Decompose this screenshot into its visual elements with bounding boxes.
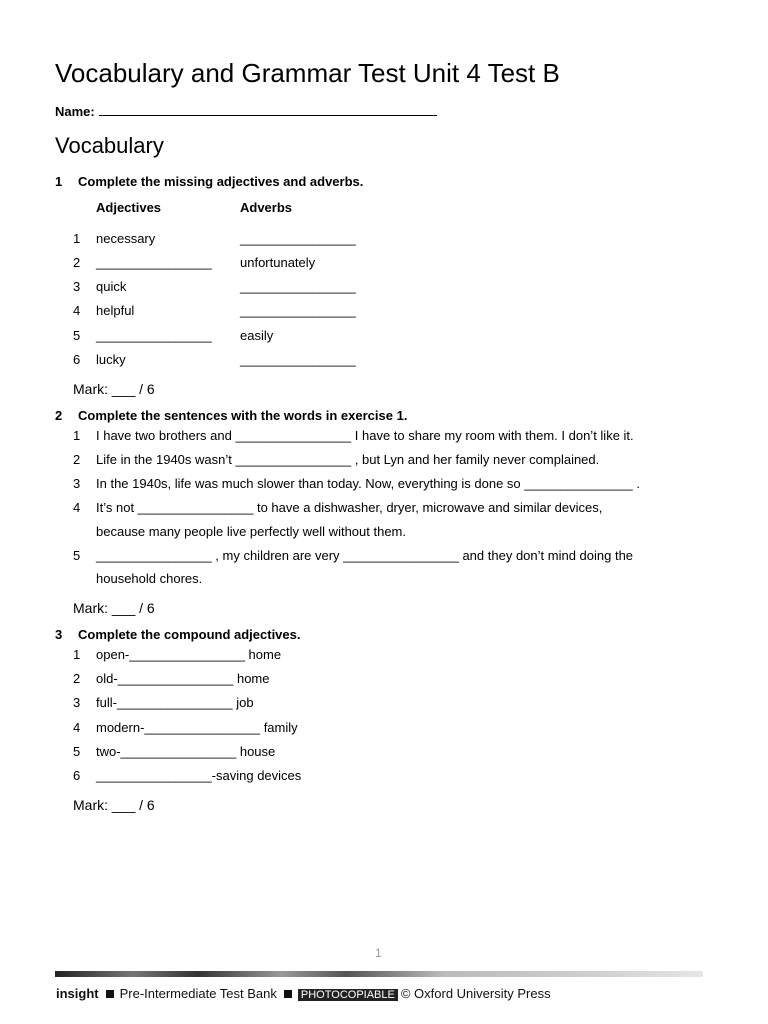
adjective-cell: quick xyxy=(96,279,127,294)
exercise-2-heading xyxy=(55,408,407,423)
sentence-continuation: household chores. xyxy=(96,571,203,586)
item-number: 1 xyxy=(73,231,81,246)
item-number: 3 xyxy=(73,476,81,491)
sentence[interactable]: In the 1940s, life was much slower than today. Now, everything is done so _______________ . xyxy=(96,476,640,491)
compound-item[interactable]: full-________________ job xyxy=(96,695,254,710)
exercise-instruction: Complete the sentences with the words in exercise 1. xyxy=(78,408,408,423)
sentence[interactable]: ________________ , my children are very ________________ and they don’t mind doing the xyxy=(96,548,634,563)
adjective-cell: helpful xyxy=(96,303,135,318)
column-header-adjectives: Adjectives xyxy=(96,200,162,215)
item-number: 5 xyxy=(73,328,81,343)
footer-image-strip xyxy=(55,971,703,977)
sentence-continuation: because many people live perfectly well without them. xyxy=(96,524,406,539)
adjective-cell: lucky xyxy=(96,352,126,367)
adverb-cell[interactable]: ________________ xyxy=(240,352,356,367)
adverb-cell[interactable]: ________________ xyxy=(240,279,356,294)
page-title: Vocabulary and Grammar Test Unit 4 Test B xyxy=(55,58,560,88)
exercise-instruction: Complete the compound adjectives. xyxy=(78,627,301,642)
item-number: 2 xyxy=(73,671,81,686)
footer-bank: Pre-Intermediate Test Bank xyxy=(119,986,277,1001)
column-header-adverbs: Adverbs xyxy=(240,200,293,215)
sentence[interactable]: I have two brothers and ________________ I have to share my room with them. I don’t like it. xyxy=(96,428,634,443)
square-bullet-icon xyxy=(106,990,114,998)
item-number: 4 xyxy=(73,303,81,318)
adverb-cell[interactable]: ________________ xyxy=(240,231,356,246)
exercise-1-mark: Mark: ___ / 6 xyxy=(73,381,155,397)
item-number: 1 xyxy=(73,428,81,443)
compound-item[interactable]: open-________________ home xyxy=(96,647,282,662)
item-number: 4 xyxy=(73,500,81,515)
item-number: 1 xyxy=(73,647,81,662)
name-field xyxy=(55,103,437,119)
footer-publisher: © Oxford University Press xyxy=(400,986,551,1001)
adverb-cell: unfortunately xyxy=(240,255,316,270)
exercise-number: 2 xyxy=(55,408,63,423)
compound-item[interactable]: ________________-saving devices xyxy=(96,768,302,783)
page-number: 1 xyxy=(375,946,382,960)
exercise-1-heading xyxy=(55,174,363,189)
item-number: 5 xyxy=(73,548,81,563)
item-number: 4 xyxy=(73,720,81,735)
exercise-3-mark: Mark: ___ / 6 xyxy=(73,797,155,813)
adverb-cell[interactable]: ________________ xyxy=(240,303,356,318)
item-number: 6 xyxy=(73,768,81,783)
exercise-number: 1 xyxy=(55,174,63,189)
name-blank[interactable] xyxy=(99,103,437,116)
exercise-2-mark: Mark: ___ / 6 xyxy=(73,600,155,616)
item-number: 5 xyxy=(73,744,81,759)
item-number: 6 xyxy=(73,352,81,367)
compound-item[interactable]: modern-________________ family xyxy=(96,720,298,735)
compound-item[interactable]: two-________________ house xyxy=(96,744,276,759)
item-number: 3 xyxy=(73,279,81,294)
sentence[interactable]: It’s not ________________ to have a dishwasher, dryer, microwave and similar devices, xyxy=(96,500,603,515)
item-number: 2 xyxy=(73,255,81,270)
adjective-cell: necessary xyxy=(96,231,156,246)
brand-logo: insight xyxy=(56,986,99,1001)
sentence[interactable]: Life in the 1940s wasn’t ________________ , but Lyn and her family never complained. xyxy=(96,452,600,467)
item-number: 3 xyxy=(73,695,81,710)
compound-item[interactable]: old-________________ home xyxy=(96,671,270,686)
photocopiable-badge: PHOTOCOPIABLE xyxy=(298,989,398,1001)
item-number: 2 xyxy=(73,452,81,467)
name-label: Name: xyxy=(55,104,95,119)
exercise-instruction: Complete the missing adjectives and adverbs. xyxy=(78,174,364,189)
exercise-number: 3 xyxy=(55,627,63,642)
adjective-cell[interactable]: ________________ xyxy=(96,255,212,270)
exercise-3-heading xyxy=(55,627,301,642)
footer xyxy=(56,986,551,1001)
square-bullet-icon xyxy=(284,990,292,998)
section-title: Vocabulary xyxy=(55,133,164,158)
adjective-cell[interactable]: ________________ xyxy=(96,328,212,343)
adverb-cell: easily xyxy=(240,328,274,343)
